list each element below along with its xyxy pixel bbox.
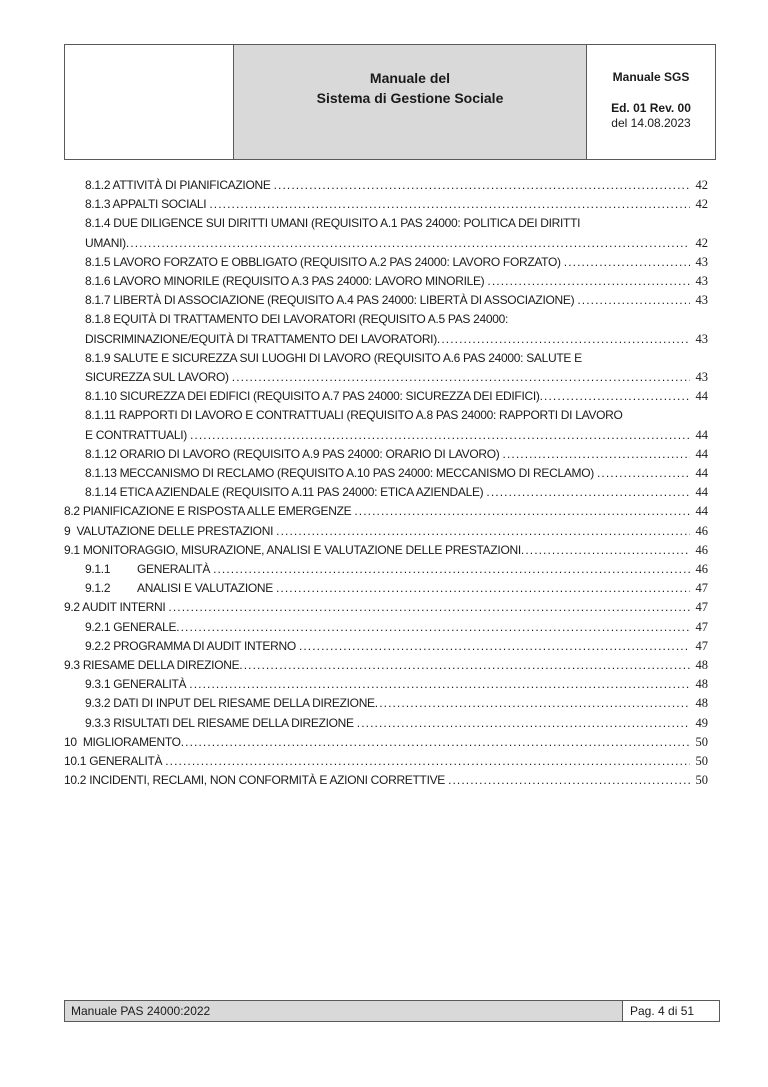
- doc-edition: Ed. 01 Rev. 00: [611, 101, 691, 115]
- toc-entry-text: UMANI): [85, 235, 126, 250]
- toc-page-number: 46: [695, 542, 708, 557]
- toc-entry-line: [64, 771, 708, 790]
- toc-entry-text: SICUREZZA SUL LAVORO): [85, 370, 232, 385]
- manual-title-line1: Manuale del: [369, 70, 451, 86]
- toc-entry-text: 9.3 RIESAME DELLA DIREZIONE: [64, 658, 240, 673]
- toc-entry-line: [64, 522, 708, 541]
- toc-leader-dots: [239, 656, 690, 675]
- toc-leader-dots: [176, 618, 690, 637]
- toc-entry-text: 8.1.7 LIBERTÀ DI ASSOCIAZIONE (REQUISITO A.4 PAS 24000: LIBERTÀ DI ASSOCIAZIONE): [85, 293, 578, 308]
- toc-page-number: 44: [695, 485, 708, 500]
- toc-entry-line: [64, 502, 708, 521]
- toc-page-number: 43: [695, 370, 708, 385]
- toc-page-number: 44: [695, 427, 708, 442]
- toc-leader-dots: [232, 368, 690, 387]
- toc-leader-dots: [486, 483, 690, 502]
- toc-entry-text: 8.1.10 SICUREZZA DEI EDIFICI (REQUISITO A.7 PAS 24000: SICUREZZA DEI EDIFICI): [85, 389, 540, 404]
- toc-entry-line: [85, 330, 708, 349]
- toc-leader-dots: [437, 330, 690, 349]
- toc-page-number: 47: [695, 600, 708, 615]
- toc-entry: [64, 714, 708, 733]
- toc-entry: [64, 214, 708, 252]
- toc-entry: [64, 502, 708, 521]
- toc-entry-line: [85, 464, 708, 483]
- toc-entry-text: 10 MIGLIORAMENTO: [64, 734, 181, 749]
- toc-entry-line: [85, 214, 708, 233]
- toc-entry-line: [64, 656, 708, 675]
- toc-entry-line: [64, 733, 708, 752]
- header-table: [64, 44, 716, 160]
- toc-page-number: 44: [695, 389, 708, 404]
- toc-page-number: 44: [695, 504, 708, 519]
- toc-leader-dots: [168, 598, 690, 617]
- toc-entry-text: DISCRIMINAZIONE/EQUITÀ DI TRATTAMENTO DEI LAVORATORI): [85, 331, 437, 346]
- toc-entry: [64, 406, 708, 444]
- toc-page-number: 48: [695, 696, 708, 711]
- toc-entry-line: [85, 483, 708, 502]
- toc-leader-dots: [357, 714, 690, 733]
- toc-page-number: 50: [695, 773, 708, 788]
- toc-entry-text: 9 VALUTAZIONE DELLE PRESTAZIONI: [64, 523, 277, 538]
- toc-entry: [64, 637, 708, 656]
- toc-entry: [64, 541, 708, 560]
- toc-entry-text: 9.1 MONITORAGGIO, MISURAZIONE, ANALISI E VALUTAZIONE DELLE PRESTAZIONI: [64, 542, 521, 557]
- toc-entry-line: [85, 406, 708, 425]
- toc-leader-dots: [597, 464, 690, 483]
- toc-page-number: 44: [695, 466, 708, 481]
- toc-entry: [64, 522, 708, 541]
- toc-entry: [64, 195, 708, 214]
- toc-entry: [64, 349, 708, 387]
- toc-entry-text: 8.2 PIANIFICAZIONE E RISPOSTA ALLE EMERGENZE: [64, 504, 355, 519]
- header-logo-cell: [65, 45, 233, 159]
- toc-leader-dots: [190, 426, 690, 445]
- toc-leader-dots: [274, 176, 690, 195]
- toc-entry-line: [85, 387, 708, 406]
- toc-entry: [64, 445, 708, 464]
- toc-entry-line: [85, 675, 708, 694]
- toc-entry-line: [85, 195, 708, 214]
- toc-entry-text: 10.1 GENERALITÀ: [64, 754, 166, 769]
- toc-entry-number: 9.1.1: [85, 562, 111, 577]
- footer-table: [64, 1000, 720, 1022]
- toc-entry-text: 9.2 AUDIT INTERNI: [64, 600, 169, 615]
- toc-entry-text: 8.1.9 SALUTE E SICUREZZA SUI LUOGHI DI LAVORO (REQUISITO A.6 PAS 24000: SALUTE E: [85, 350, 582, 365]
- toc-entry-line: [85, 426, 708, 445]
- toc-leader-dots: [165, 752, 690, 771]
- footer-page-number: Pag. 4 di 51: [630, 1004, 695, 1018]
- toc-entry-text: 9.2.2 PROGRAMMA DI AUDIT INTERNO: [85, 638, 299, 653]
- toc-entry: [64, 752, 708, 771]
- toc-entry-text: 8.1.2 ATTIVITÀ DI PIANIFICAZIONE: [85, 178, 274, 192]
- toc-entry-text: E CONTRATTUALI): [85, 427, 190, 442]
- footer-document-name: Manuale PAS 24000:2022: [71, 1004, 211, 1018]
- toc-entry: [64, 176, 708, 195]
- toc-entry-line: [85, 579, 708, 598]
- manual-title-line2: Sistema di Gestione Sociale: [316, 90, 504, 106]
- toc-leader-dots: [540, 387, 690, 406]
- toc-page-number: 46: [695, 523, 708, 538]
- toc-entry-line: [64, 752, 708, 771]
- toc-entry-line: [85, 560, 708, 579]
- toc-page-number: 49: [695, 715, 708, 730]
- toc-entry: [64, 272, 708, 291]
- toc-entry-line: [85, 253, 708, 272]
- toc-entry-text: 8.1.14 ETICA AZIENDALE (REQUISITO A.11 PAS 24000: ETICA AZIENDALE): [85, 485, 487, 500]
- toc-page-number: 48: [695, 677, 708, 692]
- toc-page-number: 44: [695, 446, 708, 461]
- toc-entry-text: 9.3.3 RISULTATI DEL RIESAME DELLA DIREZIONE: [85, 715, 357, 730]
- toc-entry-text: 9.1.2 ANALISI E VALUTAZIONE: [85, 579, 276, 598]
- toc-entry-text: 8.1.6 LAVORO MINORILE (REQUISITO A.3 PAS 24000: LAVORO MINORILE): [85, 274, 488, 289]
- toc-entry-text: 8.1.3 APPALTI SOCIALI: [85, 197, 210, 212]
- toc-page-number: 50: [695, 754, 708, 769]
- toc-entry: [64, 598, 708, 617]
- toc-entry: [64, 560, 708, 579]
- toc-entry: [64, 675, 708, 694]
- toc-entry: [64, 618, 708, 637]
- toc-entry-text: 9.3.2 DATI DI INPUT DEL RIESAME DELLA DIREZIONE: [85, 696, 375, 711]
- toc-entry-text: 9.2.1 GENERALE: [85, 619, 177, 634]
- toc-entry-line: [85, 368, 708, 387]
- toc-leader-dots: [189, 675, 690, 694]
- toc-page-number: 43: [695, 274, 708, 289]
- toc-entry-line: [85, 272, 708, 291]
- toc-entry-text: 8.1.4 DUE DILIGENCE SUI DIRITTI UMANI (REQUISITO A.1 PAS 24000: POLITICA DEI DIRITTI: [85, 216, 581, 231]
- toc-entry-line: [85, 445, 708, 464]
- toc-entry: [64, 464, 708, 483]
- toc-page-number: 42: [695, 235, 708, 250]
- toc-entry-line: [85, 176, 708, 195]
- toc-entry-text: 9.3.1 GENERALITÀ: [85, 677, 190, 692]
- toc-leader-dots: [448, 771, 690, 790]
- toc-entry-line: [85, 694, 708, 713]
- toc-leader-dots: [577, 291, 690, 310]
- toc-entry: [64, 694, 708, 713]
- toc-entry-text: 8.1.5 LAVORO FORZATO E OBBLIGATO (REQUISITO A.2 PAS 24000: LAVORO FORZATO): [85, 254, 564, 269]
- toc-entry: [64, 483, 708, 502]
- toc-page-number: 47: [695, 638, 708, 653]
- toc-page-number: 48: [695, 658, 708, 673]
- toc-entry-text: 10.2 INCIDENTI, RECLAMI, NON CONFORMITÀ E AZIONI CORRETTIVE: [64, 773, 449, 788]
- toc-entry-line: [64, 598, 708, 617]
- toc-leader-dots: [299, 637, 690, 656]
- toc-entry-line: [85, 618, 708, 637]
- toc-page-number: 47: [695, 619, 708, 634]
- toc-entry: [64, 733, 708, 752]
- footer-document-name-cell: [65, 1001, 622, 1021]
- toc-entry-text: 8.1.13 MECCANISMO DI RECLAMO (REQUISITO A.10 PAS 24000: MECCANISMO DI RECLAMO): [85, 466, 597, 481]
- header-title-cell: [233, 45, 586, 159]
- toc-leader-dots: [521, 541, 690, 560]
- toc-page-number: 46: [695, 562, 708, 577]
- toc-entry-line: [85, 714, 708, 733]
- toc-entry: [64, 771, 708, 790]
- toc-leader-dots: [487, 272, 690, 291]
- toc-page-number: 43: [695, 254, 708, 269]
- toc-page-number: 43: [695, 331, 708, 346]
- header-doc-info-cell: [586, 45, 715, 159]
- toc-entry-line: [64, 541, 708, 560]
- toc-leader-dots: [503, 445, 690, 464]
- toc-leader-dots: [181, 733, 690, 752]
- toc-leader-dots: [209, 195, 690, 214]
- doc-code: Manuale SGS: [612, 70, 690, 84]
- toc-leader-dots: [564, 253, 690, 272]
- toc-entry: [64, 579, 708, 598]
- toc-entry-text: 8.1.12 ORARIO DI LAVORO (REQUISITO A.9 PAS 24000: ORARIO DI LAVORO): [85, 446, 503, 461]
- toc-entry-number: 9.1.2: [85, 581, 111, 596]
- toc-entry-line: [85, 637, 708, 656]
- toc-leader-dots: [354, 502, 690, 521]
- toc-entry-line: [85, 349, 708, 368]
- toc-leader-dots: [375, 694, 690, 713]
- toc-entry: [64, 253, 708, 272]
- doc-edition-date: del 14.08.2023: [611, 116, 691, 130]
- toc-entry-text: 9.1.1 GENERALITÀ: [85, 560, 213, 579]
- toc-entry-line: [85, 291, 708, 310]
- toc-leader-dots: [126, 234, 690, 253]
- toc-entry-line: [85, 234, 708, 253]
- toc-page-number: 42: [695, 178, 708, 192]
- toc-page-number: 50: [695, 734, 708, 749]
- toc-entry: [64, 291, 708, 310]
- toc-entry-line: [85, 310, 708, 329]
- toc-leader-dots: [276, 579, 690, 598]
- toc-page-number: 42: [695, 197, 708, 212]
- toc-page-number: 47: [695, 581, 708, 596]
- toc-entry: [64, 310, 708, 348]
- toc-entry-text: 8.1.8 EQUITÀ DI TRATTAMENTO DEI LAVORATORI (REQUISITO A.5 PAS 24000:: [85, 312, 509, 327]
- footer-page-number-cell: [622, 1001, 719, 1021]
- toc-entry: [64, 387, 708, 406]
- toc-leader-dots: [276, 522, 690, 541]
- toc-entry-text: 8.1.11 RAPPORTI DI LAVORO E CONTRATTUALI (REQUISITO A.8 PAS 24000: RAPPORTI DI LAVORO: [85, 408, 623, 423]
- toc-leader-dots: [213, 560, 690, 579]
- toc: [64, 176, 708, 791]
- toc-page-number: 43: [695, 293, 708, 308]
- toc-entry: [64, 656, 708, 675]
